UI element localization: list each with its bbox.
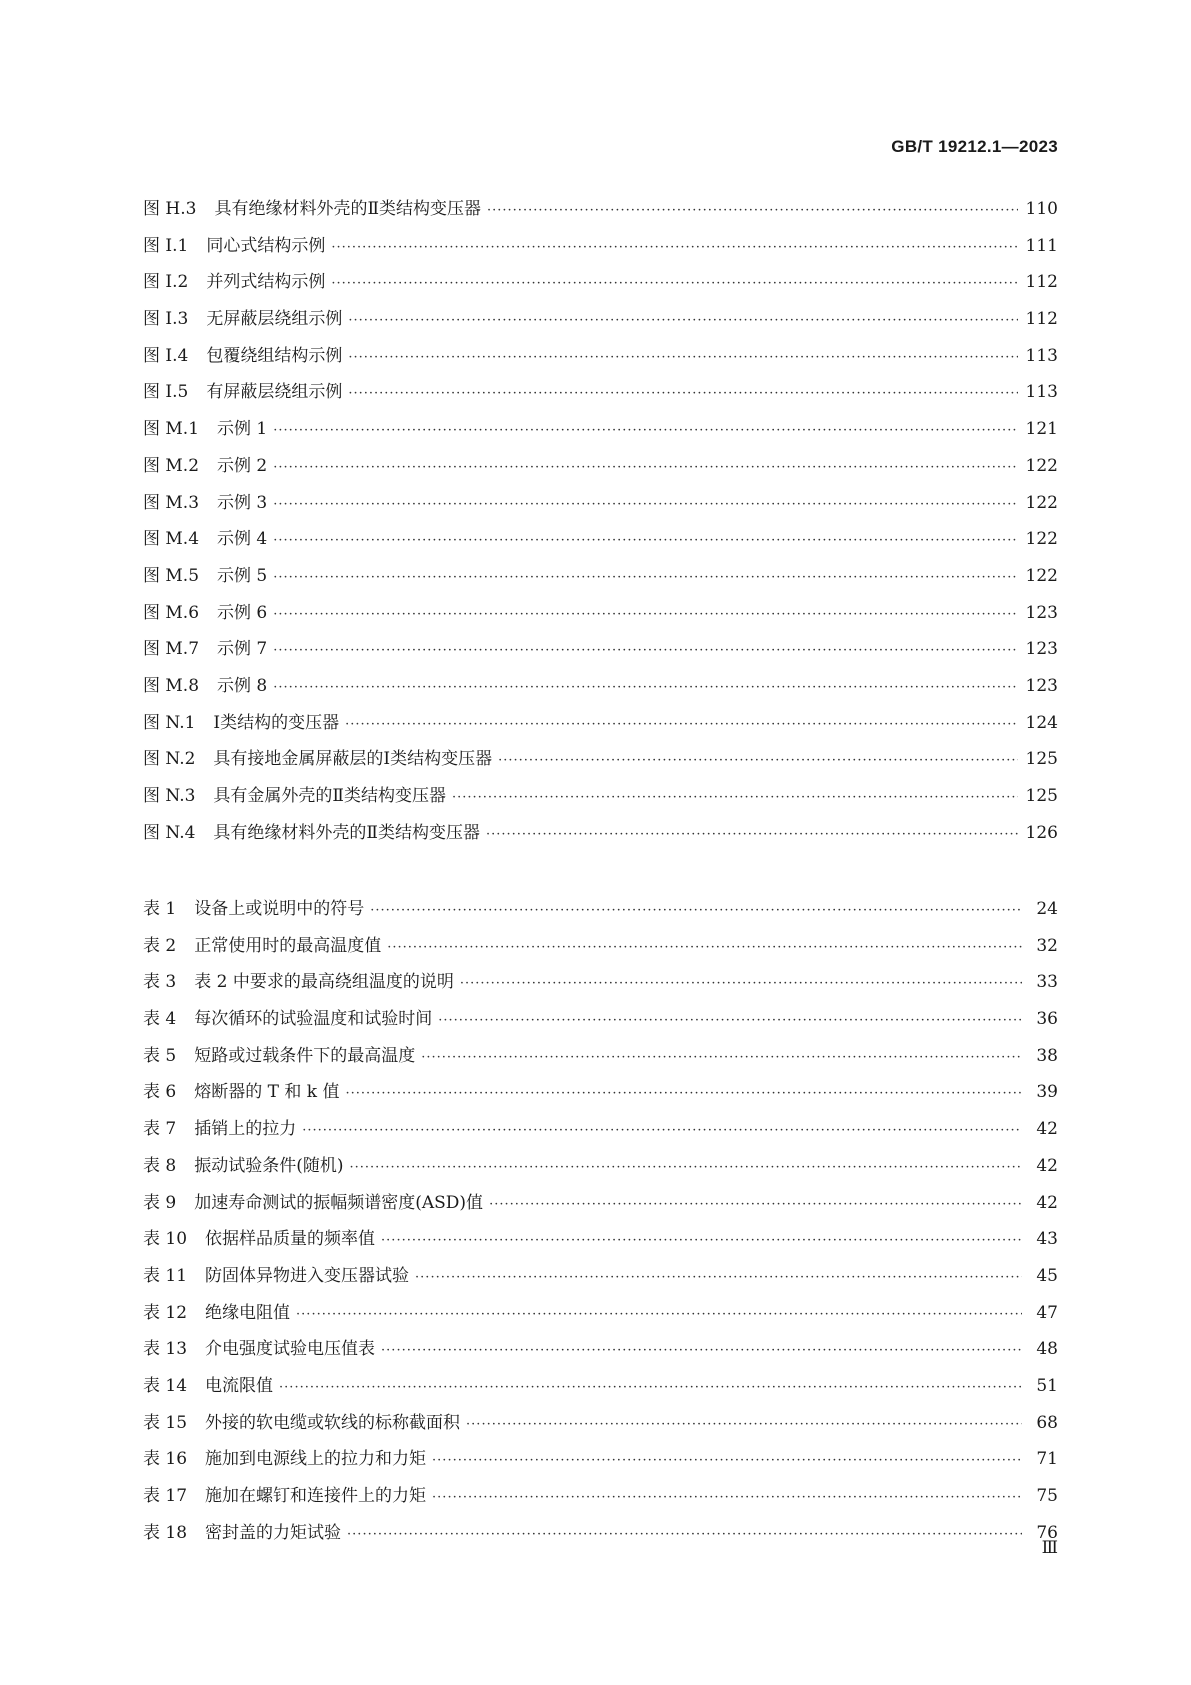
entry-title: 示例 1 [217, 419, 268, 440]
dot-leader [421, 1050, 1022, 1065]
figure-entry[interactable] [143, 598, 1058, 635]
dot-leader [489, 1197, 1022, 1212]
entry-page-number: 42 [1036, 1155, 1058, 1176]
dot-leader [273, 423, 1017, 438]
entry-title: 表 2 中要求的最高绕组温度的说明 [194, 972, 454, 993]
entry-title: 短路或过载条件下的最高温度 [194, 1045, 416, 1066]
entry-page-number: 111 [1025, 235, 1058, 256]
entry-page-number: 45 [1036, 1265, 1058, 1286]
entry-page-number: 124 [1025, 712, 1058, 733]
dot-leader [273, 533, 1017, 548]
document-number: GB/T 19212.1—2023 [891, 137, 1058, 156]
dot-leader [381, 1233, 1022, 1248]
figure-entry[interactable] [143, 818, 1058, 855]
figure-entry[interactable] [143, 414, 1058, 451]
entry-title: 示例 4 [217, 529, 268, 550]
entry-page-number: 42 [1036, 1119, 1058, 1140]
figure-entry[interactable] [143, 304, 1058, 341]
figure-list [143, 194, 1058, 854]
table-entry[interactable] [143, 1444, 1058, 1481]
entry-page-number: 122 [1025, 492, 1058, 513]
table-entry[interactable] [143, 1004, 1058, 1041]
entry-label: 表 10 [143, 1229, 188, 1250]
table-list [143, 894, 1058, 1554]
entry-page-number: 38 [1036, 1045, 1058, 1066]
entry-label: 表 3 [143, 972, 177, 993]
entry-label: 图 M.4 [143, 529, 200, 550]
entry-page-number: 122 [1025, 455, 1058, 476]
entry-label: 表 11 [143, 1265, 188, 1286]
entry-page-number: 123 [1025, 602, 1058, 623]
table-entry[interactable] [143, 931, 1058, 968]
entry-page-number: 39 [1036, 1082, 1058, 1103]
table-entry[interactable] [143, 1188, 1058, 1225]
figure-entry[interactable] [143, 341, 1058, 378]
dot-leader [348, 313, 1017, 328]
entry-page-number: 42 [1036, 1192, 1058, 1213]
entry-label: 图 M.5 [143, 565, 200, 586]
entry-title: 防固体异物进入变压器试验 [205, 1265, 410, 1286]
entry-page-number: 121 [1025, 419, 1058, 440]
entry-label: 图 M.8 [143, 675, 200, 696]
entry-label: 表 13 [143, 1339, 188, 1360]
dot-leader [381, 1343, 1022, 1358]
figure-entry[interactable] [143, 708, 1058, 745]
entry-title: 示例 8 [217, 675, 268, 696]
figure-entry[interactable] [143, 377, 1058, 414]
entry-label: 图 M.2 [143, 455, 200, 476]
entry-label: 图 H.3 [143, 199, 197, 219]
entry-title: 外接的软电缆或软线的标称截面积 [205, 1412, 461, 1433]
entry-label: 表 1 [143, 899, 177, 919]
entry-page-number: 125 [1025, 786, 1058, 806]
entry-label: 表 14 [143, 1375, 188, 1396]
entry-page-number: 125 [1025, 749, 1058, 770]
entry-title: 设备上或说明中的符号 [194, 899, 365, 919]
figure-entry[interactable] [143, 488, 1058, 525]
dot-leader [302, 1123, 1022, 1138]
entry-title: 依据样品质量的频率值 [205, 1229, 376, 1250]
dot-leader [348, 386, 1017, 401]
entry-title: Ⅰ类结构的变压器 [213, 712, 340, 733]
entry-page-number: 24 [1036, 899, 1058, 919]
entry-title: 具有绝缘材料外壳的Ⅱ类结构变压器 [213, 822, 480, 843]
entry-label: 表 18 [143, 1522, 188, 1543]
figure-entry[interactable] [143, 231, 1058, 268]
entry-label: 图 M.1 [143, 419, 200, 440]
entry-title: 正常使用时的最高温度值 [194, 935, 382, 956]
entry-label: 表 9 [143, 1192, 177, 1213]
entry-label: 图 I.1 [143, 235, 189, 256]
entry-page-number: 126 [1025, 822, 1058, 843]
table-entry[interactable] [143, 1261, 1058, 1298]
entry-label: 表 4 [143, 1009, 177, 1030]
entry-title: 示例 7 [217, 639, 268, 660]
dot-leader [350, 1160, 1023, 1175]
entry-label: 表 5 [143, 1045, 177, 1066]
entry-page-number: 51 [1036, 1375, 1058, 1396]
entry-label: 图 N.3 [143, 786, 196, 806]
entry-label: 图 I.4 [143, 345, 189, 366]
entry-label: 图 N.2 [143, 749, 196, 770]
entry-title: 具有接地金属屏蔽层的Ⅰ类结构变压器 [213, 749, 493, 770]
entry-title: 每次循环的试验温度和试验时间 [194, 1009, 433, 1030]
entry-label: 表 12 [143, 1302, 188, 1323]
figure-entry[interactable] [143, 634, 1058, 671]
figure-entry[interactable] [143, 451, 1058, 488]
dot-leader [387, 940, 1022, 955]
entry-label: 图 M.6 [143, 602, 200, 623]
table-entry[interactable] [143, 1041, 1058, 1078]
entry-title: 加速寿命测试的振幅频谱密度(ASD)值 [194, 1192, 484, 1213]
entry-title: 同心式结构示例 [206, 235, 326, 256]
dot-leader [348, 350, 1017, 365]
dot-leader [370, 903, 1022, 918]
dot-leader [345, 717, 1017, 732]
entry-page-number: 112 [1025, 309, 1058, 330]
dot-leader [273, 607, 1017, 622]
figure-entry[interactable] [143, 671, 1058, 708]
dot-leader [279, 1380, 1022, 1395]
dot-leader [498, 753, 1017, 768]
entry-title: 施加在螺钉和连接件上的力矩 [205, 1486, 427, 1506]
dot-leader [415, 1270, 1022, 1285]
entry-label: 图 N.1 [143, 712, 196, 733]
dot-leader [452, 790, 1018, 805]
table-entry[interactable] [143, 1518, 1058, 1555]
figure-entry[interactable] [143, 267, 1058, 304]
entry-label: 图 N.4 [143, 822, 196, 843]
entry-page-number: 32 [1036, 935, 1058, 956]
entry-title: 示例 2 [217, 455, 268, 476]
entry-label: 表 8 [143, 1155, 177, 1176]
dot-leader [432, 1453, 1022, 1468]
entry-page-number: 76 [1036, 1522, 1058, 1543]
entry-title: 密封盖的力矩试验 [205, 1522, 342, 1543]
dot-leader [486, 827, 1018, 842]
entry-label: 表 16 [143, 1449, 188, 1470]
entry-page-number: 122 [1025, 565, 1058, 586]
entry-title: 具有金属外壳的Ⅱ类结构变压器 [213, 786, 446, 806]
figure-entry[interactable] [143, 744, 1058, 781]
dot-leader [347, 1527, 1022, 1542]
entry-label: 表 7 [143, 1119, 177, 1140]
entry-label: 图 I.2 [143, 272, 189, 293]
entry-page-number: 123 [1025, 639, 1058, 660]
table-entry[interactable] [143, 1371, 1058, 1408]
figure-entry[interactable] [143, 781, 1058, 818]
figure-entry[interactable] [143, 524, 1058, 561]
entry-label: 表 2 [143, 935, 177, 956]
dot-leader [432, 1490, 1022, 1505]
entry-label: 表 17 [143, 1486, 188, 1506]
entry-page-number: 123 [1025, 675, 1058, 696]
entry-title: 示例 5 [217, 565, 268, 586]
page-folio: Ⅲ [1041, 1538, 1058, 1558]
entry-page-number: 75 [1036, 1486, 1058, 1506]
entry-title: 绝缘电阻值 [205, 1302, 291, 1323]
entry-title: 示例 3 [217, 492, 268, 513]
entry-title: 并列式结构示例 [206, 272, 326, 293]
dot-leader [273, 570, 1017, 585]
figure-entry[interactable] [143, 561, 1058, 598]
entry-title: 有屏蔽层绕组示例 [206, 382, 343, 403]
dot-leader [331, 276, 1017, 291]
entry-label: 图 I.3 [143, 309, 189, 330]
table-entry[interactable] [143, 1151, 1058, 1188]
table-entry[interactable] [143, 1114, 1058, 1151]
entry-title: 施加到电源线上的拉力和力矩 [205, 1449, 427, 1470]
entry-title: 示例 6 [217, 602, 268, 623]
entry-label: 图 M.7 [143, 639, 200, 660]
entry-label: 图 I.5 [143, 382, 189, 403]
table-entry[interactable] [143, 1224, 1058, 1261]
dot-leader [273, 643, 1017, 658]
entry-page-number: 36 [1036, 1009, 1058, 1030]
table-entry[interactable] [143, 967, 1058, 1004]
figure-entry[interactable] [143, 194, 1058, 231]
entry-title: 介电强度试验电压值表 [205, 1339, 376, 1360]
dot-leader [273, 460, 1017, 475]
entry-title: 无屏蔽层绕组示例 [206, 309, 343, 330]
entry-page-number: 43 [1036, 1229, 1058, 1250]
entry-page-number: 68 [1036, 1412, 1058, 1433]
entry-page-number: 113 [1025, 382, 1058, 403]
entry-page-number: 47 [1036, 1302, 1058, 1323]
dot-leader [438, 1013, 1022, 1028]
table-entry[interactable] [143, 1408, 1058, 1445]
dot-leader [466, 1417, 1022, 1432]
dot-leader [460, 976, 1022, 991]
table-entry[interactable] [143, 1077, 1058, 1114]
entry-label: 图 M.3 [143, 492, 200, 513]
entry-title: 包覆绕组结构示例 [206, 345, 343, 366]
entry-page-number: 71 [1036, 1449, 1058, 1470]
table-entry[interactable] [143, 1298, 1058, 1335]
dot-leader [273, 497, 1017, 512]
entry-title: 具有绝缘材料外壳的Ⅱ类结构变压器 [214, 199, 482, 219]
dot-leader [346, 1086, 1023, 1101]
entry-label: 表 6 [143, 1082, 177, 1103]
entry-page-number: 48 [1036, 1339, 1058, 1360]
dot-leader [487, 203, 1018, 218]
dot-leader [296, 1307, 1022, 1322]
entry-title: 电流限值 [205, 1375, 274, 1396]
table-entry[interactable] [143, 1334, 1058, 1371]
entry-page-number: 113 [1025, 345, 1058, 366]
entry-page-number: 122 [1025, 529, 1058, 550]
dot-leader [273, 680, 1017, 695]
entry-title: 插销上的拉力 [194, 1119, 297, 1140]
entry-page-number: 33 [1036, 972, 1058, 993]
entry-page-number: 110 [1025, 199, 1058, 219]
entry-title: 振动试验条件(随机) [194, 1155, 344, 1176]
table-entry[interactable] [143, 894, 1058, 931]
dot-leader [331, 240, 1017, 255]
entry-page-number: 112 [1025, 272, 1058, 293]
entry-label: 表 15 [143, 1412, 188, 1433]
entry-title: 熔断器的 T 和 k 值 [194, 1082, 340, 1103]
table-entry[interactable] [143, 1481, 1058, 1518]
